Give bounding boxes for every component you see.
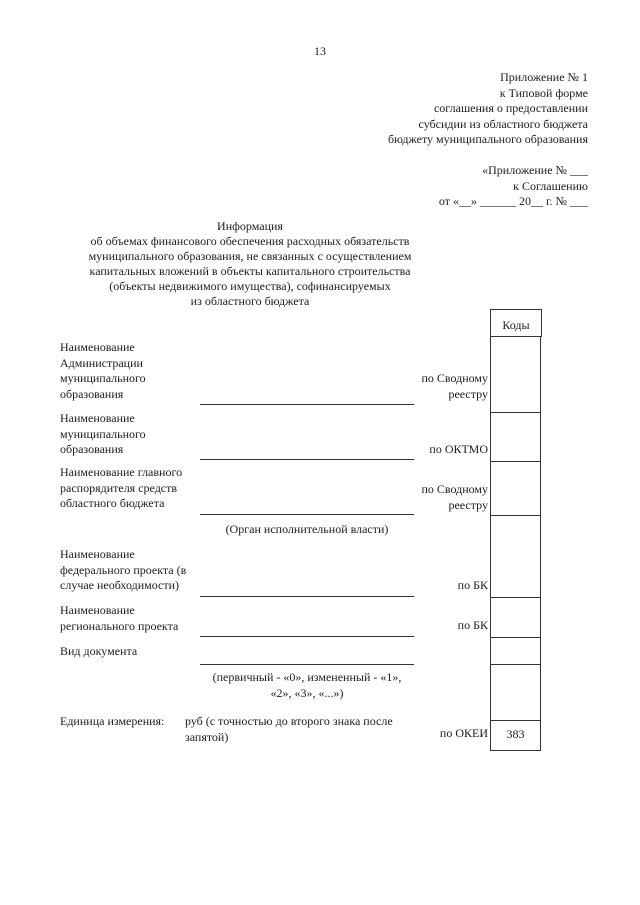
appendix-header — [388, 70, 588, 148]
label-line: Наименование — [60, 340, 135, 354]
label-line: образования — [60, 386, 124, 401]
label-line: муниципального — [60, 371, 146, 385]
label-line: Наименование — [60, 411, 135, 425]
label-line: муниципального — [60, 426, 146, 441]
codes-row-divider — [490, 664, 541, 665]
agreement-header-line: «Приложение № ___ — [482, 163, 588, 177]
unit-value-line: запятой) — [185, 729, 229, 744]
label-line: Администрации — [60, 355, 143, 370]
label-line: Наименование — [60, 603, 135, 617]
label-line: по Сводному — [421, 482, 488, 496]
page-number: 13 — [314, 44, 326, 58]
label-line: Наименование — [60, 547, 135, 561]
agreement-header-line: к Соглашению — [513, 178, 588, 193]
codes-row-divider — [490, 637, 541, 638]
label-line: регионального проекта — [60, 618, 179, 633]
label-line: реестру — [448, 386, 488, 401]
fed-bk-code-label: по БК — [457, 578, 488, 592]
chief-name-field[interactable] — [200, 514, 414, 515]
label-line: случае необходимости) — [60, 578, 180, 592]
label-line: Наименование главного — [60, 465, 183, 479]
agreement-header — [439, 163, 588, 210]
label-line: по Сводному — [421, 371, 488, 385]
reg-bk-code-label: по БК — [457, 618, 488, 632]
mun-name-field[interactable] — [200, 459, 414, 460]
admin-name-field[interactable] — [200, 404, 414, 405]
chief-note: (Орган исполнительной власти) — [225, 522, 389, 536]
fed-name-label — [60, 547, 186, 594]
reg-name-field[interactable] — [200, 636, 414, 637]
label-line: областного бюджета — [60, 496, 165, 510]
codes-row-divider — [490, 412, 541, 413]
appendix-header-line: бюджету муниципального образования — [387, 132, 588, 146]
label-line: федерального проекта (в — [60, 562, 187, 577]
codes-row-divider — [490, 720, 541, 721]
reg-name-label — [60, 603, 178, 634]
codes-row-divider — [490, 750, 541, 751]
doc-type-field[interactable] — [200, 664, 414, 665]
fed-name-field[interactable] — [200, 596, 414, 597]
chief-code-label — [421, 482, 488, 513]
appendix-header-line: Приложение № 1 — [500, 70, 588, 84]
label-line: реестру — [448, 497, 488, 512]
title-line: об объемах финансового обеспечения расходных обязательств — [90, 234, 410, 248]
title-line: Информация — [217, 219, 283, 233]
note-line: «2», «3», «...») — [270, 685, 344, 700]
appendix-header-line: субсидии из областного бюджета — [418, 116, 588, 131]
codes-column — [490, 309, 542, 337]
agreement-header-line: от «__» ______ 20__ г. № ___ — [438, 194, 588, 208]
mun-name-label — [60, 411, 146, 458]
note-line: (первичный - «0», измененный - «1», — [212, 670, 402, 684]
codes-row-divider — [490, 515, 541, 516]
appendix-header-line: к Типовой форме — [499, 85, 588, 100]
doc-type-label: Вид документа — [60, 644, 138, 658]
document-title — [60, 219, 440, 309]
unit-label: Единица измерения: — [60, 714, 165, 728]
appendix-header-line: соглашения о предоставлении — [433, 101, 588, 115]
title-line: капитальных вложений в объекты капитального строительства — [89, 264, 411, 278]
title-line: муниципального образования, не связанных с осуществлением — [88, 249, 412, 263]
title-line: (объекты недвижимого имущества), софинансируемых — [109, 279, 391, 293]
admin-name-label — [60, 340, 146, 402]
admin-code-label — [421, 371, 488, 402]
label-line: распорядителя средств — [60, 480, 178, 495]
unit-value — [185, 714, 393, 745]
okei-code-value: 383 — [506, 727, 525, 741]
unit-value-line: руб (с точностью до второго знака после — [185, 714, 393, 728]
codes-left-border — [490, 336, 491, 750]
doc-type-note — [196, 670, 418, 701]
codes-row-divider — [490, 461, 541, 462]
okei-code-label: по ОКЕИ — [439, 726, 488, 740]
label-line: образования — [60, 442, 124, 456]
chief-name-label — [60, 465, 182, 512]
codes-right-border — [540, 336, 541, 750]
codes-header: Коды — [491, 310, 541, 337]
codes-row-divider — [490, 597, 541, 598]
title-line: из областного бюджета — [190, 294, 310, 308]
oktmo-code-label: по ОКТМО — [429, 442, 488, 456]
